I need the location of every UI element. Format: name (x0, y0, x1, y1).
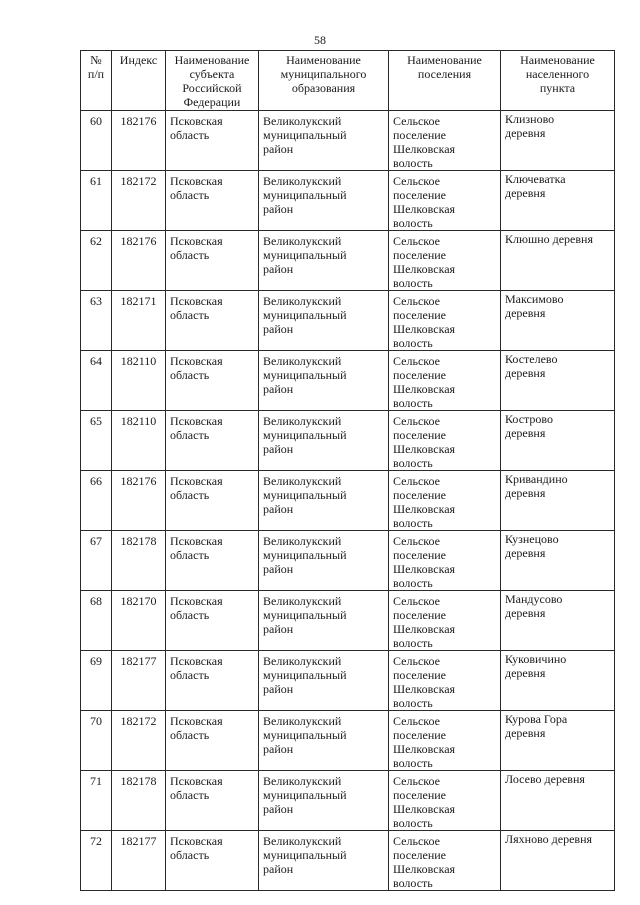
table-row (81, 591, 615, 651)
municipality-name (259, 531, 389, 591)
postal-index: 182172 (112, 171, 166, 231)
cell-line: область (170, 128, 210, 142)
cell-line: Псковская (170, 294, 223, 308)
cell-line: п/п (87, 67, 105, 81)
cell-line: поселения (417, 67, 472, 81)
cell-line: Псковская (170, 834, 223, 848)
settlement-name (389, 591, 501, 651)
municipality-name (259, 771, 389, 831)
cell-line: Ляхново деревня (505, 832, 593, 846)
table-row (81, 231, 615, 291)
cell-line: Шелковская (393, 322, 456, 336)
cell-line: район (263, 382, 294, 396)
municipality-name (259, 351, 389, 411)
cell-line: муниципальный (263, 368, 347, 382)
cell-line: муниципальный (263, 488, 347, 502)
subject-name (166, 231, 259, 291)
cell-line: Сельское (393, 414, 440, 428)
subject-name (166, 711, 259, 771)
table-body (81, 111, 615, 891)
cell-line: поселение (393, 608, 447, 622)
table-row (81, 411, 615, 471)
cell-line: деревня (505, 546, 546, 560)
cell-line: волость (393, 156, 433, 170)
cell-line: деревня (505, 426, 546, 440)
municipality-name (259, 651, 389, 711)
cell-line: область (170, 548, 210, 562)
cell-line: Шелковская (393, 802, 456, 816)
header-municipality (259, 51, 389, 111)
cell-line: волость (393, 576, 433, 590)
table-row (81, 771, 615, 831)
settlement-name (389, 111, 501, 171)
cell-line: муниципальный (263, 848, 347, 862)
locality-name (501, 831, 615, 891)
cell-line: район (263, 502, 294, 516)
cell-line: область (170, 668, 210, 682)
municipality-name (259, 111, 389, 171)
cell-line: область (170, 428, 210, 442)
cell-line: муниципального (280, 67, 367, 81)
cell-line: деревня (505, 306, 546, 320)
cell-line: Клюшно деревня (505, 232, 593, 246)
cell-line: муниципальный (263, 548, 347, 562)
cell-line: район (263, 322, 294, 336)
cell-line: пункта (539, 81, 576, 95)
page-number: 58 (314, 33, 326, 47)
locality-name (501, 531, 615, 591)
cell-line: поселение (393, 848, 447, 862)
cell-line: район (263, 262, 294, 276)
cell-line: Кузнецово (505, 532, 559, 546)
cell-line: Ключеватка (505, 172, 566, 186)
cell-line: область (170, 368, 210, 382)
cell-line: № (90, 53, 102, 67)
cell-line: Псковская (170, 534, 223, 548)
settlement-name (389, 411, 501, 471)
cell-line: область (170, 248, 210, 262)
cell-line: поселение (393, 248, 447, 262)
subject-name (166, 111, 259, 171)
cell-line: волость (393, 276, 433, 290)
subject-name (166, 471, 259, 531)
cell-line: Лосево деревня (505, 772, 585, 786)
cell-line: Великолукский (263, 834, 342, 848)
cell-line: Шелковская (393, 142, 456, 156)
cell-line: Клизново (505, 112, 555, 126)
subject-name (166, 531, 259, 591)
cell-line: поселение (393, 728, 447, 742)
cell-line: Сельское (393, 474, 440, 488)
locality-name (501, 171, 615, 231)
cell-line: Великолукский (263, 354, 342, 368)
cell-line: район (263, 442, 294, 456)
cell-line: Псковская (170, 774, 223, 788)
table-row (81, 171, 615, 231)
cell-line: Шелковская (393, 562, 456, 576)
cell-line: область (170, 188, 210, 202)
header-num (81, 51, 112, 111)
cell-line: Сельское (393, 714, 440, 728)
cell-line: Шелковская (393, 202, 456, 216)
row-number: 69 (81, 651, 112, 711)
cell-line: Кострово (505, 412, 554, 426)
cell-line: область (170, 728, 210, 742)
cell-line: волость (393, 396, 433, 410)
cell-line: Великолукский (263, 474, 342, 488)
locality-name (501, 471, 615, 531)
subject-name (166, 651, 259, 711)
cell-line: Шелковская (393, 622, 456, 636)
locality-name (501, 411, 615, 471)
cell-line: область (170, 608, 210, 622)
cell-line: район (263, 622, 294, 636)
postal-index: 182110 (112, 411, 166, 471)
row-number: 60 (81, 111, 112, 171)
cell-line: Мандусово (505, 592, 563, 606)
table-row (81, 111, 615, 171)
cell-line: образования (291, 81, 356, 95)
municipality-name (259, 411, 389, 471)
postal-index: 182171 (112, 291, 166, 351)
cell-line: волость (393, 636, 433, 650)
table-row (81, 711, 615, 771)
cell-line: муниципальный (263, 608, 347, 622)
cell-line: деревня (505, 726, 546, 740)
cell-line: Великолукский (263, 534, 342, 548)
cell-line: Псковская (170, 594, 223, 608)
cell-line: Костелево (505, 352, 558, 366)
locality-name (501, 771, 615, 831)
cell-line: Сельское (393, 114, 440, 128)
cell-line: район (263, 562, 294, 576)
locality-name (501, 651, 615, 711)
cell-line: Псковская (170, 114, 223, 128)
cell-line: муниципальный (263, 668, 347, 682)
postal-index: 182178 (112, 771, 166, 831)
postal-index: 182170 (112, 591, 166, 651)
postal-index: 182176 (112, 231, 166, 291)
subject-name (166, 591, 259, 651)
cell-line: поселение (393, 308, 447, 322)
settlement-name (389, 471, 501, 531)
cell-line: Псковская (170, 354, 223, 368)
settlement-name (389, 651, 501, 711)
cell-line: Сельское (393, 534, 440, 548)
locality-name (501, 591, 615, 651)
cell-line: Великолукский (263, 594, 342, 608)
table-row (81, 651, 615, 711)
cell-line: область (170, 308, 210, 322)
cell-line: муниципальный (263, 308, 347, 322)
subject-name (166, 351, 259, 411)
cell-line: волость (393, 876, 433, 890)
cell-line: Российской (182, 81, 242, 95)
subject-name (166, 291, 259, 351)
locality-name (501, 711, 615, 771)
settlement-name (389, 351, 501, 411)
cell-line: поселение (393, 128, 447, 142)
subject-name (166, 411, 259, 471)
header-subject (166, 51, 259, 111)
table-row (81, 831, 615, 891)
cell-line: населенного (525, 67, 590, 81)
row-number: 62 (81, 231, 112, 291)
row-number: 66 (81, 471, 112, 531)
cell-line: Индекс (119, 53, 158, 67)
cell-line: Кривандино (505, 472, 568, 486)
table-header-row (81, 51, 615, 111)
table-row (81, 291, 615, 351)
cell-line: волость (393, 516, 433, 530)
cell-line: район (263, 862, 294, 876)
cell-line: Шелковская (393, 442, 456, 456)
cell-line: Куковичино (505, 652, 567, 666)
municipality-name (259, 591, 389, 651)
postal-index: 182178 (112, 531, 166, 591)
cell-line: волость (393, 816, 433, 830)
cell-line: деревня (505, 366, 546, 380)
cell-line: Шелковская (393, 262, 456, 276)
cell-line: деревня (505, 126, 546, 140)
cell-line: волость (393, 216, 433, 230)
cell-line: Шелковская (393, 742, 456, 756)
row-number: 65 (81, 411, 112, 471)
cell-line: Максимово (505, 292, 564, 306)
header-locality (501, 51, 615, 111)
cell-line: район (263, 682, 294, 696)
cell-line: Шелковская (393, 502, 456, 516)
cell-line: Великолукский (263, 114, 342, 128)
cell-line: Сельское (393, 294, 440, 308)
municipality-name (259, 171, 389, 231)
cell-line: Курова Гора (505, 712, 568, 726)
row-number: 63 (81, 291, 112, 351)
row-number: 67 (81, 531, 112, 591)
header-settlement (389, 51, 501, 111)
cell-line: субъекта (189, 67, 235, 81)
cell-line: Великолукский (263, 174, 342, 188)
table-row (81, 471, 615, 531)
row-number: 61 (81, 171, 112, 231)
cell-line: Сельское (393, 174, 440, 188)
cell-line: муниципальный (263, 128, 347, 142)
cell-line: Наименование (286, 53, 361, 67)
cell-line: область (170, 848, 210, 862)
cell-line: Псковская (170, 474, 223, 488)
settlement-name (389, 711, 501, 771)
locality-name (501, 111, 615, 171)
postal-index: 182176 (112, 471, 166, 531)
cell-line: район (263, 202, 294, 216)
cell-line: Великолукский (263, 234, 342, 248)
municipality-name (259, 231, 389, 291)
postal-index: 182176 (112, 111, 166, 171)
cell-line: Великолукский (263, 654, 342, 668)
cell-line: волость (393, 696, 433, 710)
settlement-name (389, 291, 501, 351)
cell-line: Великолукский (263, 294, 342, 308)
locality-name (501, 351, 615, 411)
municipality-name (259, 471, 389, 531)
cell-line: область (170, 488, 210, 502)
cell-line: Сельское (393, 234, 440, 248)
cell-line: район (263, 142, 294, 156)
cell-line: поселение (393, 488, 447, 502)
cell-line: муниципальный (263, 188, 347, 202)
table-row (81, 351, 615, 411)
cell-line: район (263, 742, 294, 756)
row-number: 64 (81, 351, 112, 411)
cell-line: поселение (393, 668, 447, 682)
cell-line: Сельское (393, 354, 440, 368)
cell-line: поселение (393, 188, 447, 202)
cell-line: поселение (393, 368, 447, 382)
cell-line: Наименование (174, 53, 250, 67)
cell-line: район (263, 802, 294, 816)
cell-line: Великолукский (263, 714, 342, 728)
municipality-name (259, 831, 389, 891)
subject-name (166, 831, 259, 891)
locality-name (501, 291, 615, 351)
cell-line: муниципальный (263, 428, 347, 442)
cell-line: деревня (505, 666, 546, 680)
settlements-table (80, 50, 615, 891)
municipality-name (259, 291, 389, 351)
postal-index: 182177 (112, 651, 166, 711)
cell-line: муниципальный (263, 248, 347, 262)
row-number: 68 (81, 591, 112, 651)
row-number: 72 (81, 831, 112, 891)
cell-line: Сельское (393, 594, 440, 608)
header-index (112, 51, 166, 111)
postal-index: 182172 (112, 711, 166, 771)
cell-line: поселение (393, 548, 447, 562)
cell-line: волость (393, 456, 433, 470)
cell-line: Шелковская (393, 862, 456, 876)
settlement-name (389, 171, 501, 231)
cell-line: Шелковская (393, 682, 456, 696)
settlement-name (389, 231, 501, 291)
cell-line: деревня (505, 606, 546, 620)
cell-line: поселение (393, 788, 447, 802)
cell-line: деревня (505, 186, 546, 200)
cell-line: Шелковская (393, 382, 456, 396)
row-number: 71 (81, 771, 112, 831)
cell-line: Наименование (407, 53, 482, 67)
municipality-name (259, 711, 389, 771)
cell-line: Федерации (183, 95, 241, 109)
settlement-name (389, 771, 501, 831)
settlement-name (389, 831, 501, 891)
cell-line: Сельское (393, 834, 440, 848)
subject-name (166, 771, 259, 831)
row-number: 70 (81, 711, 112, 771)
cell-line: область (170, 788, 210, 802)
subject-name (166, 171, 259, 231)
cell-line: муниципальный (263, 788, 347, 802)
locality-name (501, 231, 615, 291)
settlement-name (389, 531, 501, 591)
cell-line: Сельское (393, 774, 440, 788)
cell-line: поселение (393, 428, 447, 442)
postal-index: 182110 (112, 351, 166, 411)
cell-line: волость (393, 756, 433, 770)
cell-line: волость (393, 336, 433, 350)
cell-line: Великолукский (263, 414, 342, 428)
postal-index: 182177 (112, 831, 166, 891)
cell-line: деревня (505, 486, 546, 500)
cell-line: Псковская (170, 174, 223, 188)
cell-line: Псковская (170, 414, 223, 428)
cell-line: Псковская (170, 234, 223, 248)
cell-line: муниципальный (263, 728, 347, 742)
cell-line: Наименование (520, 53, 595, 67)
cell-line: Псковская (170, 654, 223, 668)
table-row (81, 531, 615, 591)
cell-line: Псковская (170, 714, 223, 728)
cell-line: Сельское (393, 654, 440, 668)
cell-line: Великолукский (263, 774, 342, 788)
